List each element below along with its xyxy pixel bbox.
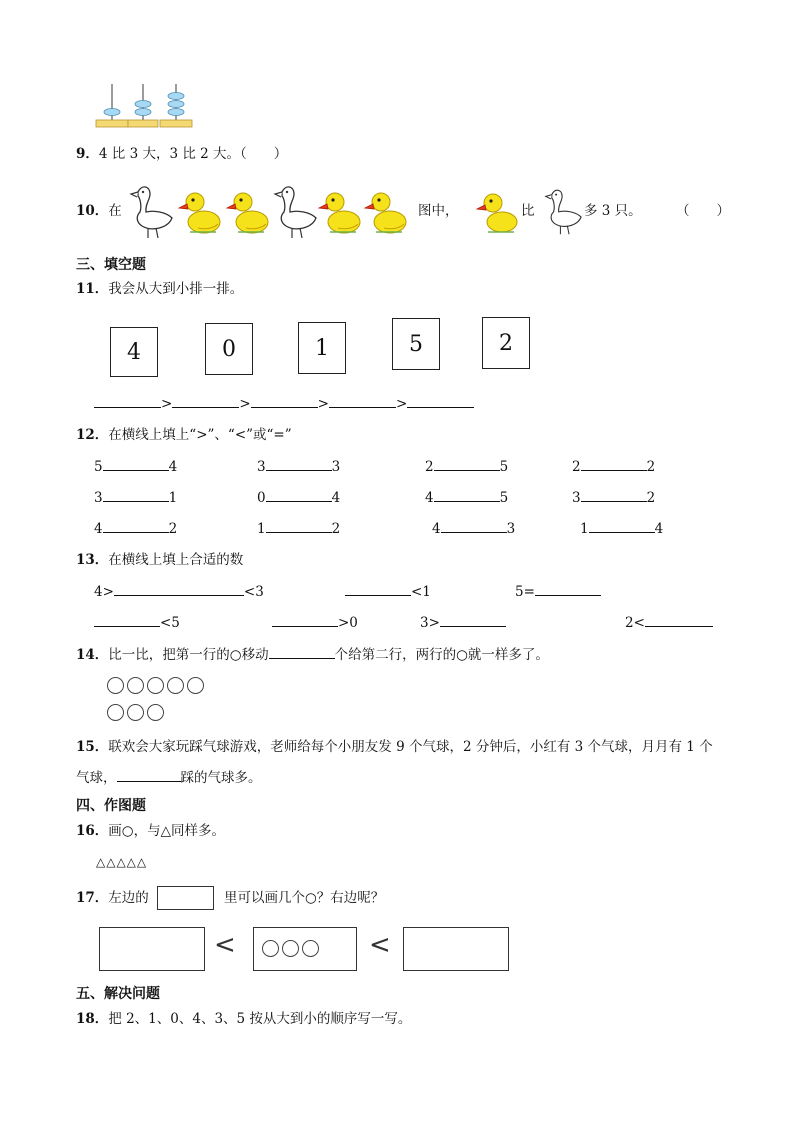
greater-sign: >	[239, 396, 251, 412]
fill-item: 3>	[420, 614, 506, 632]
question-11	[76, 280, 243, 298]
question-number: 10．	[76, 203, 109, 219]
question-15-line-2: 气球， 踩的气球多。	[76, 770, 262, 786]
compare-item: 4 2	[94, 521, 178, 537]
section-heading-fill-in: 三、填空题	[76, 257, 146, 273]
compare-item: 3 1	[94, 490, 178, 506]
section-heading-problem-solving: 五、解决问题	[76, 986, 160, 1002]
question-12	[76, 426, 292, 444]
question-number: 9．	[76, 146, 99, 162]
question-text: 在	[108, 203, 122, 219]
compare-item: 4 3	[432, 521, 516, 537]
question-10-compare: 比	[521, 203, 535, 219]
greater-sign: >	[317, 396, 329, 412]
question-17-tail: 里可以画几个○？右边呢？	[224, 890, 385, 906]
question-text: 把 2、1、0、4、3、5 按从大到小的顺序写一写。	[108, 1011, 412, 1027]
compare-item: 3 3	[257, 459, 341, 475]
left-drawing-box[interactable]	[99, 927, 205, 971]
goose-icon	[543, 186, 583, 236]
question-9	[76, 145, 287, 163]
middle-circles-box	[253, 927, 357, 971]
duck-icon	[474, 186, 520, 238]
compare-item: 0 4	[257, 490, 341, 506]
question-18	[76, 1010, 411, 1028]
compare-item: 1 2	[257, 521, 341, 537]
section-heading-drawing: 四、作图题	[76, 798, 146, 814]
number-card: 1	[298, 322, 346, 374]
answer-parentheses[interactable]: （ ）	[676, 203, 730, 219]
number-card: 0	[205, 323, 253, 375]
question-number: 11．	[76, 281, 109, 297]
question-13	[76, 551, 243, 569]
question-number: 16．	[76, 823, 109, 839]
compare-item: 2 2	[572, 459, 656, 475]
answer-blank[interactable]	[117, 769, 181, 782]
question-text: 我会从大到小排一排。	[108, 281, 244, 297]
greater-sign: >	[161, 396, 173, 412]
answer-blank[interactable]	[329, 395, 396, 408]
fill-item: 2<	[625, 614, 713, 632]
question-number: 12．	[76, 427, 109, 443]
fill-item: <5	[94, 614, 180, 632]
question-10-mid: 图中，	[418, 203, 459, 219]
compare-item: 2 5	[425, 459, 509, 475]
question-text: 在横线上填上合适的数	[108, 552, 244, 568]
greater-sign: >	[395, 396, 408, 412]
less-than-sign: <	[369, 930, 391, 960]
ordering-blanks	[94, 395, 474, 413]
inline-box	[157, 886, 214, 910]
animal-row-illustration	[128, 182, 410, 242]
less-than-sign: <	[214, 930, 236, 960]
question-10-lead	[76, 202, 122, 220]
compare-item: 3 2	[572, 490, 656, 506]
fill-item: 4> <3	[94, 584, 264, 600]
abacus-illustration	[94, 82, 194, 132]
fill-item: >0	[272, 614, 358, 632]
compare-item: 4 5	[425, 490, 509, 506]
answer-blank[interactable]	[251, 395, 318, 408]
number-card: 5	[392, 318, 440, 370]
question-number: 14．	[76, 647, 109, 663]
fill-item: 5=	[515, 583, 601, 601]
question-number: 18．	[76, 1011, 109, 1027]
number-card: 2	[482, 317, 530, 369]
number-card: 4	[110, 327, 158, 377]
answer-blank[interactable]	[172, 395, 239, 408]
fill-item: <1	[345, 583, 431, 601]
compare-item: 1 4	[580, 521, 664, 537]
question-number: 13．	[76, 552, 109, 568]
question-text: 画○，与△同样多。	[108, 823, 225, 839]
right-drawing-box[interactable]	[403, 927, 509, 971]
question-text: 4 比 3 大，3 比 2 大。（ ）	[98, 146, 288, 162]
answer-blank[interactable]	[407, 395, 474, 408]
question-number: 15．	[76, 739, 109, 755]
answer-blank[interactable]	[269, 646, 335, 659]
answer-blank[interactable]	[94, 395, 161, 408]
question-17-lead: 17．左边的	[76, 890, 149, 906]
circle-row-2	[107, 704, 167, 725]
question-number: 17．	[76, 890, 109, 906]
question-text: 在横线上填上“>”、“<”或“=”	[108, 427, 292, 443]
question-16	[76, 822, 225, 840]
question-14: 14．比一比，把第一行的○移动 个给第二行，两行的○就一样多了。	[76, 647, 549, 663]
compare-item: 5 4	[94, 459, 178, 475]
circle-row-1	[107, 677, 207, 698]
triangle-row: △△△△△	[96, 855, 148, 869]
question-10-tail: 多 3 只。	[584, 203, 642, 219]
question-15-line-1: 15．联欢会大家玩踩气球游戏，老师给每个小朋友发 9 个气球，2 分钟后，小红有 3 个气球，月月有 1 个	[76, 739, 713, 755]
